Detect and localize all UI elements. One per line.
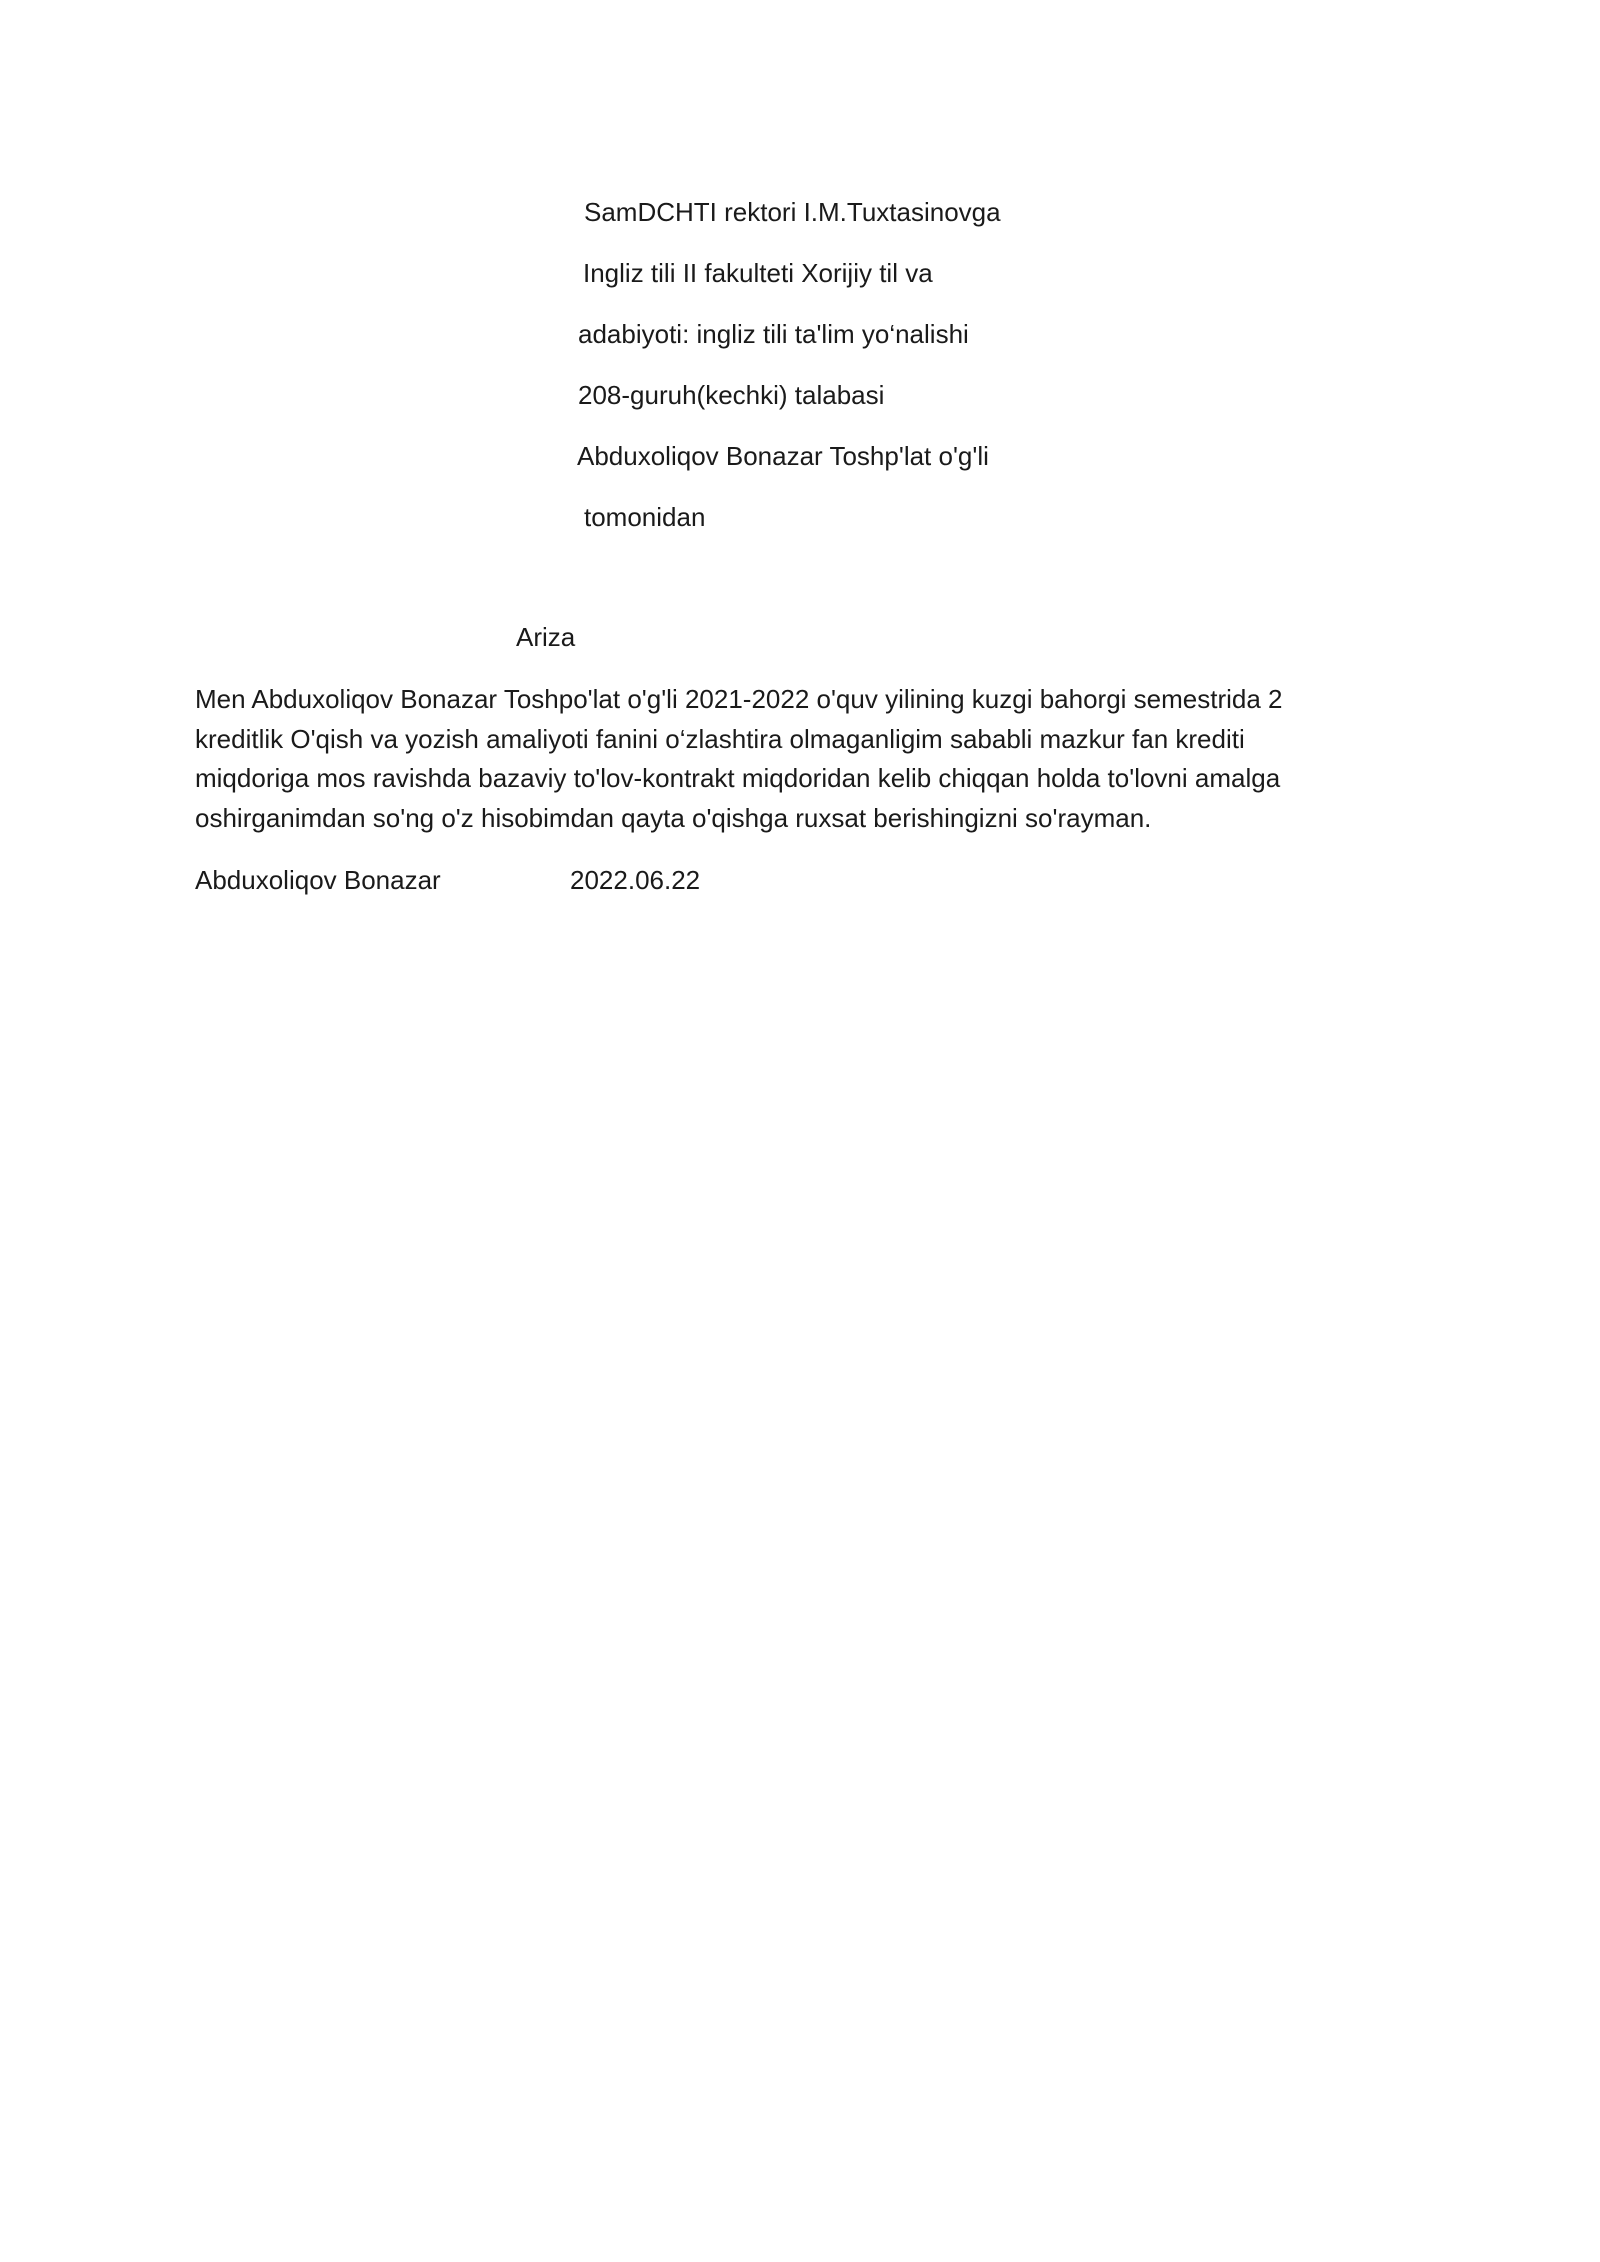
addressee-line-faculty: Ingliz tili II fakulteti Xorijiy til va: [583, 258, 933, 288]
application-body: [195, 680, 1375, 838]
signature-name: Abduxoliqov Bonazar: [195, 865, 441, 895]
body-line-1: Men Abduxoliqov Bonazar Toshpo'lat o'g'li 2021-2022 o'quv yilining kuzgi bahorgi semestrida 2: [195, 684, 1283, 714]
signature-date: 2022.06.22: [570, 865, 701, 895]
signature-row: [195, 864, 1375, 896]
body-line-3: miqdoriga mos ravishda bazaviy to'lov-kontrakt miqdoridan kelib chiqqan holda to'lovni amalga: [195, 763, 1281, 793]
addressee-line-from: tomonidan: [584, 502, 706, 532]
body-line-2: kreditlik O'qish va yozish amaliyoti fanini o‘zlashtira olmaganligim sababli mazkur fan krediti: [195, 723, 1245, 754]
addressee-line-group: 208-guruh(kechki) talabasi: [578, 380, 885, 410]
addressee-line-student-name: Abduxoliqov Bonazar Toshp'lat o'g'li: [577, 441, 989, 471]
addressee-line-direction: adabiyoti: ingliz tili ta'lim yo‘nalishi: [578, 319, 969, 349]
addressee-line-recipient: SamDCHTI rektori I.M.Tuxtasinovga: [584, 197, 1001, 227]
document-title: Ariza: [516, 622, 576, 652]
body-line-4: oshirganimdan so'ng o'z hisobimdan qayta o'qishga ruxsat berishingizni so'rayman.: [195, 802, 1152, 833]
